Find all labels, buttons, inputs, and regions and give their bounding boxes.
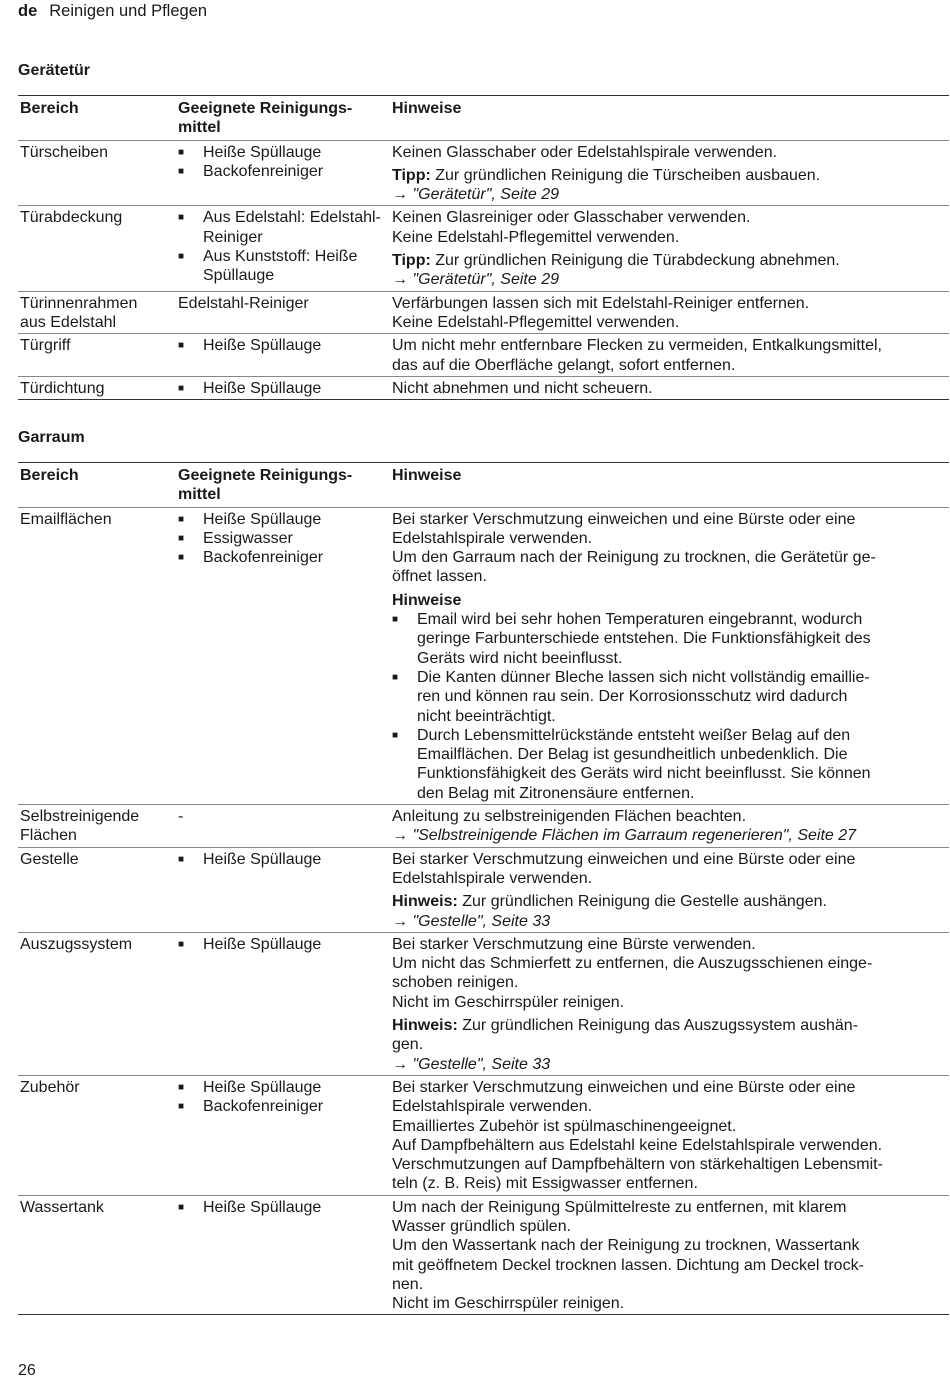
cross-reference-link[interactable]: → "Gestelle", Seite 33 — [392, 1055, 551, 1073]
agents-cell — [176, 847, 390, 932]
agent-list — [178, 379, 388, 398]
note-block: Um nach der Reinigung Spülmittelreste zu entfernen, mit klarem Wasser gründlich spülen. Um den Wassertank nach der Reinigung zu trocknen, Wassertank mit geöffnetem Deckel trocknen lassen. Dichtung am Deckel trock- nen. Nicht im Geschirrspüler reinigen. — [392, 1198, 864, 1313]
notes-cell — [390, 1075, 949, 1195]
agent-item: ■ Heiße Spüllauge — [178, 935, 388, 954]
agent-item: ■ Heiße Spüllauge — [178, 379, 388, 398]
agent-list — [178, 1078, 388, 1117]
column-header-area: Bereich — [20, 467, 79, 484]
agent-item: ■ Backofenreiniger — [178, 548, 388, 567]
area-cell: Türinnenrahmen aus Edelstahl — [20, 294, 138, 331]
note-block: Keinen Glasschaber oder Edelstahlspirale verwenden. — [392, 143, 778, 161]
note-label: Hinweis: — [392, 893, 458, 911]
column-header-agents: Geeignete Reinigungs- mittel — [178, 467, 353, 504]
agent-item: ■ Backofenreiniger — [178, 1097, 388, 1116]
cross-reference-link[interactable]: → "Gerätetür", Seite 29 — [392, 186, 559, 204]
notes-cell — [390, 932, 949, 1075]
note-block: Bei starker Verschmutzung eine Bürste verwenden. Um nicht das Schmierfett zu entfernen, die Auszugsschienen einge- schoben reinigen. Nicht im Geschirrspüler reinigen. — [392, 935, 873, 1011]
column-header-area: Bereich — [20, 100, 79, 117]
agent-item: ■ Heiße Spüllauge — [178, 336, 388, 355]
agents-cell — [176, 507, 390, 804]
table-row — [18, 805, 949, 848]
agent-list — [178, 143, 388, 182]
agents-cell — [176, 206, 390, 291]
chapter-title: Reinigen und Pflegen — [49, 2, 208, 20]
agent-item: ■ Heiße Spüllauge — [178, 1198, 388, 1217]
notes-cell — [390, 291, 949, 334]
arrow-icon: → — [392, 1055, 413, 1073]
note-block: Bei starker Verschmutzung einweichen und eine Bürste oder eine Edelstahlspirale verwenden. Um den Garraum nach der Reinigung zu trocknen, die Gerätetür ge- öffnet lassen. — [392, 510, 876, 586]
agents-cell — [176, 334, 390, 377]
note-label: Tipp: — [392, 252, 431, 270]
page-header — [18, 2, 207, 21]
agent-list — [178, 208, 388, 285]
note-bullet-item: ■ Email wird bei sehr hohen Temperaturen eingebrannt, wodurch geringe Farbunterschiede entstehen. Die Funktionsfähigkeit des Geräts wird nicht beeinflusst. — [392, 610, 947, 668]
notes-cell — [390, 334, 949, 377]
note-label: Tipp: — [392, 166, 431, 184]
note-block: Anleitung zu selbstreinigenden Flächen beachten. → "Selbstreinigende Flächen im Garraum regenerieren", Seite 27 — [392, 808, 857, 845]
agent-item: ■ Heiße Spüllauge — [178, 1078, 388, 1097]
arrow-icon: → — [392, 271, 413, 289]
note-block: Hinweis: Zur gründlichen Reinigung die Gestelle aushängen. → "Gestelle", Seite 33 — [392, 893, 827, 930]
note-bullet-list — [392, 610, 947, 803]
table-row — [18, 140, 949, 206]
agents-cell — [176, 932, 390, 1075]
cross-reference-link[interactable]: → "Selbstreinigende Flächen im Garraum regenerieren", Seite 27 — [392, 827, 857, 845]
agent-list — [178, 336, 388, 355]
note-block: Bei starker Verschmutzung einweichen und eine Bürste oder eine Edelstahlspirale verwenden. — [392, 850, 856, 887]
area-cell: Türdichtung — [20, 379, 105, 397]
agent-item: ■ Aus Kunststoff: Heiße Spüllauge — [178, 247, 388, 286]
agent-list — [178, 1198, 388, 1217]
note-bullet-item: ■ Die Kanten dünner Bleche lassen sich nicht vollständig emaillie- ren und können rau sein. Der Korrosionsschutz wird dadurch nicht beeinträchtigt. — [392, 668, 947, 726]
agent-item: ■ Backofenreiniger — [178, 162, 388, 181]
area-cell: Wassertank — [20, 1198, 104, 1216]
table-header-row — [18, 96, 949, 141]
agent-item: ■ Heiße Spüllauge — [178, 850, 388, 869]
table-row — [18, 376, 949, 399]
language-code: de — [18, 2, 38, 20]
table-row — [18, 932, 949, 1075]
table-row — [18, 1075, 949, 1195]
area-cell: Auszugssystem — [20, 935, 133, 953]
column-header-agents: Geeignete Reinigungs- mittel — [178, 100, 353, 137]
table-row — [18, 1195, 949, 1315]
note-block: Um nicht mehr entfernbare Flecken zu vermeiden, Entkalkungsmittel, das auf die Oberfläche gelangt, sofort entfernen. — [392, 337, 882, 374]
area-cell: Türscheiben — [20, 143, 109, 161]
table-row — [18, 206, 949, 291]
cross-reference-link[interactable]: → "Gerätetür", Seite 29 — [392, 271, 559, 289]
cross-reference-link[interactable]: → "Gestelle", Seite 33 — [392, 912, 551, 930]
arrow-icon: → — [392, 186, 413, 204]
area-cell: Gestelle — [20, 850, 79, 868]
note-heading: Hinweise — [392, 591, 462, 609]
note-block: Tipp: Zur gründlichen Reinigung die Türabdeckung abnehmen. → "Gerätetür", Seite 29 — [392, 252, 840, 289]
agent-item: ■ Aus Edelstahl: Edelstahl-Reiniger — [178, 208, 388, 247]
agent-list — [178, 850, 388, 869]
agent-item: ■ Essigwasser — [178, 529, 388, 548]
area-cell: Türabdeckung — [20, 209, 123, 227]
note-block: Bei starker Verschmutzung einweichen und eine Bürste oder eine Edelstahlspirale verwenden. Emailliertes Zubehör ist spülmaschinengeeignet. Auf Dampfbehältern aus Edelstahl keine Edelstahlspirale verwenden. Verschmutzungen auf Dampfbehältern von stärkehaltigen Lebensmit- teln (z. B. Reis) mit Essigwasser entfernen. — [392, 1078, 883, 1193]
column-header-notes: Hinweise — [392, 100, 462, 117]
notes-cell — [390, 206, 949, 291]
area-cell: Selbstreinigende Flächen — [20, 808, 140, 845]
area-cell: Zubehör — [20, 1078, 80, 1096]
agents-cell — [176, 376, 390, 399]
agent-item: ■ Heiße Spüllauge — [178, 510, 388, 529]
notes-cell — [390, 376, 949, 399]
agent-list — [178, 935, 388, 954]
note-block: Hinweis: Zur gründlichen Reinigung das Auszugssystem aushän- gen. → "Gestelle", Seite 33 — [392, 1017, 859, 1073]
area-cell: Emailflächen — [20, 510, 112, 528]
table-row — [18, 507, 949, 804]
area-cell: Türgriff — [20, 337, 71, 355]
cleaning-table-garraum — [18, 462, 949, 1315]
agents-cell: Edelstahl-Reiniger — [178, 294, 309, 312]
notes-cell — [390, 847, 949, 932]
notes-cell — [390, 805, 949, 848]
table-row — [18, 334, 949, 377]
notes-cell — [390, 1195, 949, 1315]
note-block — [392, 591, 947, 803]
arrow-icon: → — [392, 827, 413, 845]
agents-cell — [176, 1195, 390, 1315]
note-bullet-item: ■ Durch Lebensmittelrückstände entsteht weißer Belag auf den Emailflächen. Der Belag ist gesundheitlich unbedenklich. Die Funktionsfähigkeit des Geräts wird nicht beeinflusst. Sie können den Belag mit Zitronensäure entfernen. — [392, 726, 947, 803]
note-block: Tipp: Zur gründlichen Reinigung die Türscheiben ausbauen. → "Gerätetür", Seite 29 — [392, 166, 821, 204]
agent-list — [178, 510, 388, 568]
page-number: 26 — [18, 1362, 36, 1379]
cleaning-table-geraetetuer — [18, 95, 949, 400]
column-header-notes: Hinweise — [392, 467, 462, 484]
notes-cell — [390, 507, 949, 804]
table-row — [18, 291, 949, 334]
table-row — [18, 847, 949, 932]
agents-cell: - — [178, 808, 184, 826]
agent-item: ■ Heiße Spüllauge — [178, 143, 388, 162]
note-block: Nicht abnehmen und nicht scheuern. — [392, 379, 653, 397]
agents-cell — [176, 1075, 390, 1195]
table-header-row — [18, 463, 949, 508]
note-label: Hinweis: — [392, 1017, 458, 1035]
note-block: Keinen Glasreiniger oder Glasschaber verwenden. Keine Edelstahl-Pflegemittel verwenden. — [392, 209, 751, 246]
section-title-garraum: Garraum — [18, 429, 85, 446]
note-block: Verfärbungen lassen sich mit Edelstahl-Reiniger entfernen. Keine Edelstahl-Pflegemittel verwenden. — [392, 294, 810, 331]
section-title-geraetetuer: Gerätetür — [18, 62, 91, 79]
agents-cell — [176, 140, 390, 206]
notes-cell — [390, 140, 949, 206]
arrow-icon: → — [392, 912, 413, 930]
